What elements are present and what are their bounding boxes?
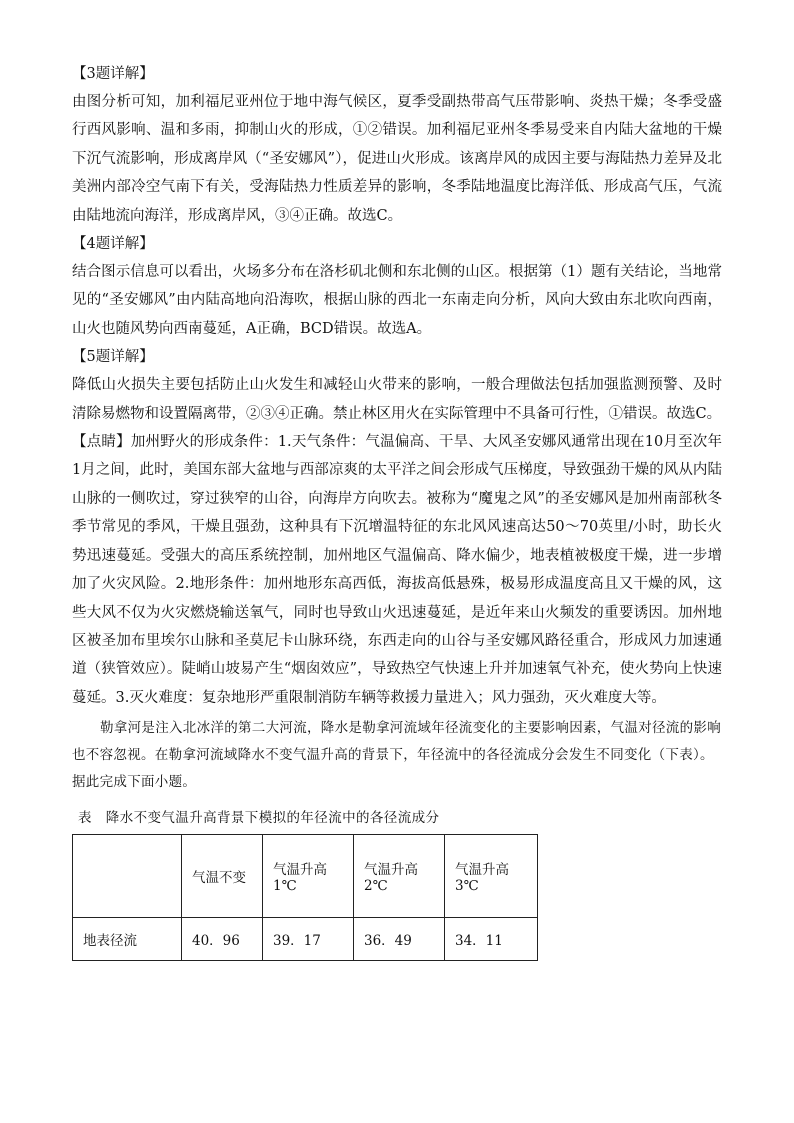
table-cell: 地表径流	[73, 918, 182, 961]
table-header-cell: 气温不变	[182, 835, 263, 918]
table-header-cell: 气温升高1℃	[263, 835, 354, 918]
runoff-table	[72, 834, 538, 961]
table-cell: 39．17	[263, 918, 354, 961]
q3-heading: 【3题详解】	[72, 66, 154, 82]
q4-heading: 【4题详解】	[72, 236, 154, 253]
tip-paragraph	[72, 428, 722, 712]
q5-heading: 【5题详解】	[72, 349, 154, 366]
table-cell: 34．11	[445, 918, 538, 961]
question-intro: 勒拿河是注入北冰洋的第二大河流，降水是勒拿河流域年径流变化的主要影响因素，气温对径流的影响也不容忽视。在勒拿河流域降水不变气温升高的背景下，年径流中的各径流成分会发生不同变化（下表）。据此完成下面小题。	[72, 720, 721, 791]
table-header-cell	[73, 835, 182, 918]
table-header-cell: 气温升高2℃	[354, 835, 445, 918]
table-cell: 40．96	[182, 918, 263, 961]
table-caption: 表 降水不变气温升高背景下模拟的年径流中的各径流成分	[78, 810, 440, 827]
page-content	[72, 60, 722, 961]
table-row	[73, 918, 538, 961]
table-cell: 36．49	[354, 918, 445, 961]
table-header-row	[73, 835, 538, 918]
q5-explanation: 降低山火损失主要包括防止山火发生和减轻山火带来的影响，一般合理做法包括加强监测预警、及时清除易燃物和设置隔离带，②③④正确。禁止林区用火在实际管理中不具备可行性，①错误。故选C。	[72, 377, 722, 422]
tip-label: 【点睛】	[72, 434, 131, 451]
q3-explanation: 由图分析可知，加利福尼亚州位于地中海气候区，夏季受副热带高气压带影响、炎热干燥；冬季受盛行西风影响、温和多雨，抑制山火的形成，①②错误。加利福尼亚州冬季易受来自内陆大盆地的干燥下沉气流影响，形成离岸风（“圣安娜风”），促进山火形成。该离岸风的成因主要与海陆热力差异及北美洲内部冷空气南下有关，受海陆热力性质差异的影响，冬季陆地温度比海洋低、形成高气压，气流由陆地流向海洋，形成离岸风，③④正确。故选C。	[72, 94, 722, 224]
tip-text: 加州野火的形成条件：1.天气条件：气温偏高、干旱、大风圣安娜风通常出现在10月至次年1月之间，此时，美国东部大盆地与西部凉爽的太平洋之间会形成气压梯度，导致强劲干燥的风从内陆山脉的一侧吹过，穿过狭窄的山谷，向海岸方向吹去。被称为“魔鬼之风”的圣安娜风是加州南部秋冬季节常见的季风，干燥且强劲，这种具有下沉增温特征的东北风风速高达50～70英里/小时，助长火势迅速蔓延。受强大的高压系统控制，加州地区气温偏高、降水偏少，地表植被极度干燥，进一步增加了火灾风险。2.地形条件：加州地形东高西低，海拔高低悬殊，极易形成温度高且又干燥的风，这些大风不仅为火灾燃烧输送氧气，同时也导致山火迅速蔓延，是近年来山火频发的重要诱因。加州地区被圣加布里埃尔山脉和圣莫尼卡山脉环绕，东西走向的山谷与圣安娜风路径重合，形成风力加速通道（狭管效应）。陡峭山坡易产生“烟囱效应”，导致热空气快速上升并加速氧气补充，使火势向上快速蔓延。3.灭火难度：复杂地形严重限制消防车辆等救援力量进入；风力强劲，灭火难度大等。	[72, 434, 722, 706]
q4-explanation: 结合图示信息可以看出，火场多分布在洛杉矶北侧和东北侧的山区。根据第（1）题有关结论，当地常见的“圣安娜风”由内陆高地向沿海吹，根据山脉的西北一东南走向分析，风向大致由东北吹向西南，山火也随风势向西南蔓延，A正确，BCD错误。故选A。	[72, 264, 722, 337]
table-header-cell: 气温升高3℃	[445, 835, 538, 918]
